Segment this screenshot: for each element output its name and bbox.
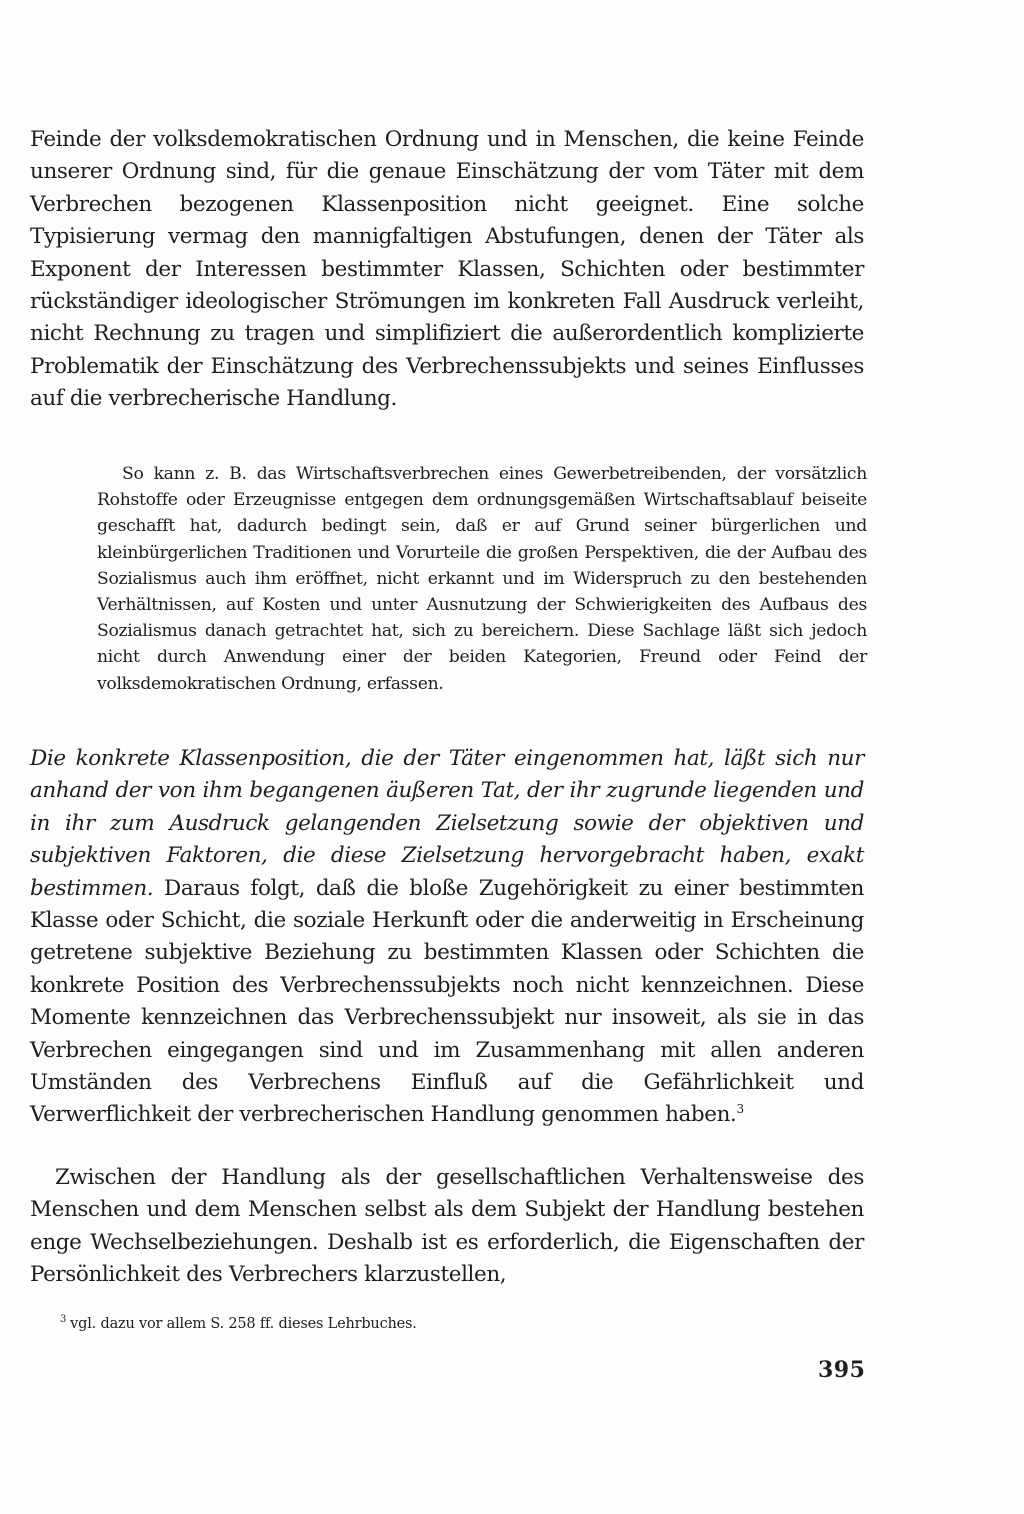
footnote-reference: 3 bbox=[736, 1102, 744, 1117]
page-number: 395 bbox=[818, 1357, 866, 1383]
footnote bbox=[60, 1314, 417, 1334]
paragraph-2-continuation: Daraus folgt, daß die bloße Zugehörigkeit zu einer bestimmten Klasse oder Schicht, die soziale Herkunft oder die anderweitig in Erscheinung getretene subjektive Beziehung zu bestimmten Klassen oder Schichten die konkrete Position des Verbrechenssubjekts noch nicht kennzeichnen. Diese Momente kennzeichnen das Verbrechenssubjekt nur insoweit, als sie in das Verbrechen eingegangen sind und im Zusammenhang mit allen anderen Umständen des Verbrechens Einfluß auf die Gefährlichkeit und Verwerflichkeit der verbrecherischen Handlung genommen haben. bbox=[30, 875, 864, 1128]
paragraph-2 bbox=[30, 743, 864, 1132]
paragraph-3: Zwischen der Handlung als der gesellschaftlichen Verhaltensweise des Menschen und dem Menschen selbst als dem Subjekt der Handlung bestehen enge Wechselbeziehungen. Deshalb ist es erforderlich, die Eigenschaften der Persönlichkeit des Verbrechers klarzustellen, bbox=[30, 1165, 864, 1288]
small-print-example-paragraph: So kann z. B. das Wirtschaftsverbrechen eines Gewerbetreibenden, der vorsätzlich Rohstoffe oder Erzeugnisse entgegen dem ordnungsgemäßen Wirtschaftsablauf beiseite geschafft hat, dadurch bedingt sein, daß er auf Grund seiner bürgerlichen und kleinbürgerlichen Traditionen und Vorurteile die großen Perspektiven, die der Aufbau des Sozialismus auch ihm eröffnet, nicht erkannt und im Widerspruch zu den bestehenden Verhältnissen, auf Kosten und unter Ausnutzung der Schwierigkeiten des Aufbaus des Sozialismus danach getrachtet hat, sich zu bereichern. Diese Sachlage läßt sich jedoch nicht durch Anwendung einer der beiden Kategorien, Freund oder Feind der volksdemokratischen Ordnung, erfassen. bbox=[97, 464, 867, 694]
emphasized-statement: Die konkrete Klassenposition, die der Täter eingenommen hat, läßt sich nur anhand der von ihm begangenen äußeren Tat, der ihr zugrunde liegenden und in ihr zum Ausdruck gelangenden Zielsetzung sowie der objektiven und subjektiven Faktoren, die diese Zielsetzung hervorgebracht haben, exakt bestimmen. bbox=[30, 746, 864, 901]
footnote-mark: 3 bbox=[60, 1314, 67, 1326]
paragraph-1: Feinde der volksdemokratischen Ordnung und in Menschen, die keine Feinde unserer Ordnung sind, für die genaue Einschätzung der vom Täter mit dem Verbrechen bezogenen Klassenposition nicht geeignet. Eine solche Typisierung vermag den mannigfaltigen Abstufungen, denen der Täter als Exponent der Interessen bestimmter Klassen, Schichten oder bestimmter rückständiger ideologischer Strömungen im konkreten Fall Ausdruck verleiht, nicht Rechnung zu tragen und simplifiziert die außerordentlich komplizierte Problematik der Einschätzung des Verbrechenssubjekts und seines Einflusses auf die verbrecherische Handlung. bbox=[30, 127, 864, 412]
footnote-text: vgl. dazu vor allem S. 258 ff. dieses Lehrbuches. bbox=[70, 1316, 417, 1332]
